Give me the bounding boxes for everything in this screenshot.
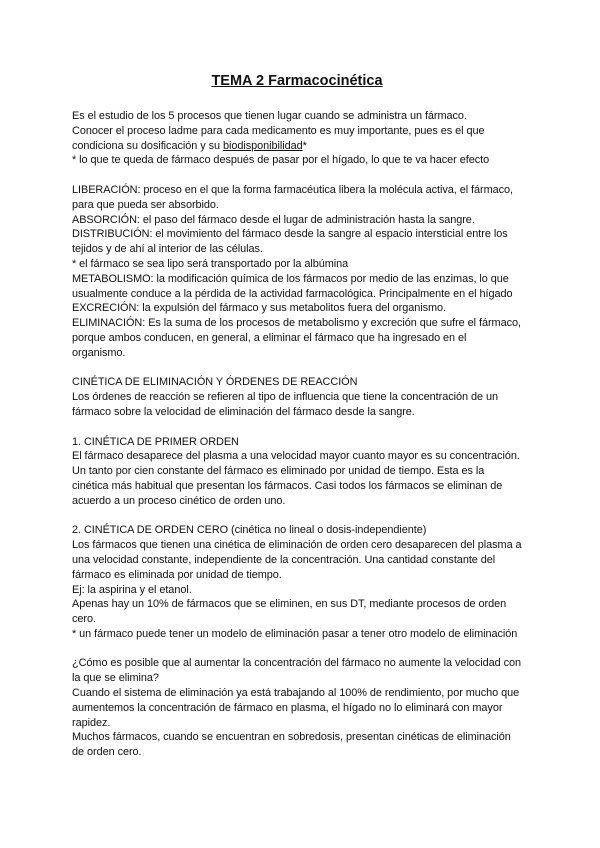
intro-asterisk: * — [302, 139, 307, 152]
eliminacion-paragraph: ELIMINACIÓN: Es la suma de los procesos de metabolismo y excreción que sufre el fármaco, porque ambos conducen, en general, a eliminar el fármaco que ha ingresado en el organismo. — [72, 317, 521, 359]
spacer — [72, 361, 522, 376]
intro-footnote: * lo que te queda de fármaco después de pasar por el hígado, lo que te va hacer efecto — [72, 154, 490, 167]
intro-line-2-text: Conocer el proceso ladme para cada medicamento es muy importante, pues es el que condiciona su dosificación y su — [72, 124, 485, 152]
spacer — [72, 168, 522, 183]
biodisponibilidad-term: biodisponibilidad — [222, 139, 303, 152]
intro-line-1: Es el estudio de los 5 procesos que tienen lugar cuando se administra un fármaco. — [72, 110, 467, 122]
page-title: TEMA 2 Farmacocinética — [211, 73, 383, 89]
answer-paragraph-2: Muchos fármacos, cuando se encuentran en sobredosis, presentan cinéticas de eliminación de orden cero. — [72, 731, 511, 759]
liberacion-paragraph: LIBERACIÓN: proceso en el que la forma farmacéutica libera la molécula activa, el fármaco, para que pueda ser absorbido. — [72, 183, 514, 211]
zero-order-note: * un fármaco puede tener un modelo de eliminación pasar a tener otro modelo de eliminación — [72, 627, 518, 640]
zero-order-paragraph: Los fármacos que tienen una cinética de eliminación de orden cero desaparecen del plasma a una velocidad constante, independiente de la concentración. Una cantidad constante del fármaco es eliminada por unidad de tiempo. — [72, 539, 522, 581]
question-paragraph: ¿Cómo es posible que al aumentar la concentración del fármaco no aumente la velocidad con la que se elimina? — [72, 657, 521, 685]
zero-order-heading: 2. CINÉTICA DE ORDEN CERO (cinética no lineal o dosis-independiente) — [72, 524, 427, 537]
spacer — [72, 420, 522, 435]
distribucion-paragraph: DISTRIBUCIÓN: el movimiento del fármaco desde la sangre al espacio intersticial entre los tejidos y de ahí al interior de las células. — [72, 228, 508, 256]
orders-paragraph: Los órdenes de reacción se refieren al tipo de influencia que tiene la concentración de un fármaco sobre la velocidad de eliminación del fármaco desde la sangre. — [72, 391, 498, 418]
orders-heading: CINÉTICA DE ELIMINACIÓN Y ÓRDENES DE REACCIÓN — [72, 376, 358, 389]
intro-line-2 — [72, 124, 522, 154]
zero-order-example: Ej: la aspirina y el etanol. — [72, 583, 192, 596]
metabolismo-paragraph: METABOLISMO: la modificación química de los fármacos por medio de las enzimas, lo que usualmente conduce a la pérdida de la actividad farmacológica. Principalmente en el hígado — [72, 272, 513, 300]
first-order-heading: 1. CINÉTICA DE PRIMER ORDEN — [72, 435, 239, 448]
zero-order-few: Apenas hay un 10% de fármacos que se eliminen, en sus DT, mediante procesos de orden cero. — [72, 598, 507, 626]
spacer — [72, 509, 522, 524]
first-order-paragraph: El fármaco desaparece del plasma a una velocidad mayor cuanto mayor es su concentración. Un tanto por cien constante del fármaco es eliminado por unidad de tiempo. Esta es la cinética más habitual que presentan los fármacos. Casi todos los fármacos se eliminan de acuerdo a un proceso cinético de orden uno. — [72, 450, 520, 507]
excrecion-paragraph: EXCRECIÓN: la expulsión del fármaco y sus metabolitos fuera del organismo. — [72, 302, 447, 315]
distribucion-note: * el fármaco se sea lipo será transportado por la albúmina — [72, 257, 349, 270]
answer-paragraph-1: Cuando el sistema de eliminación ya está trabajando al 100% de rendimiento, por mucho que aumentemos la concentración de fármaco en plasma, el hígado no lo eliminará con mayor rapidez. — [72, 687, 520, 729]
absorcion-paragraph: ABSORCIÓN: el paso del fármaco desde el lugar de administración hasta la sangre. — [72, 213, 475, 226]
spacer — [72, 642, 522, 657]
